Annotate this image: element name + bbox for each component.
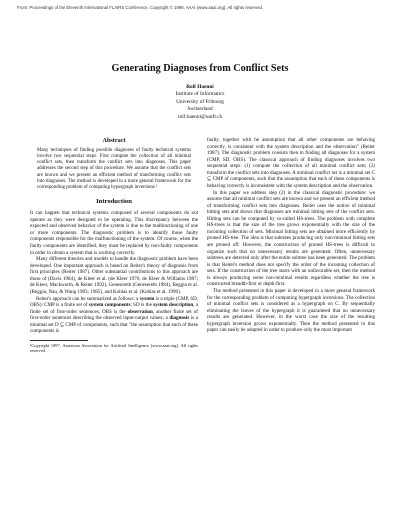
author-affiliation: Switzerland [187, 106, 213, 113]
paragraph: Many different theories and models to handle the diagnostic problem have been developed. One important approach is based on Reiter's theory of diagnosis from first principles (Reiter 1987). Other substantial contributions to this approach are those of (Davis 1984), de Kleer et al. (de Kleer 1976; de Kleer & Williams 1987; de Kleer, Mackworth, & Reiter 1992), Genesereth (Genesereth 1984), Reggia et al. (Reggia, Nau, & Wang 1983; 1985), and Kohlas et al. (Kohlas et al. 1996). [30, 256, 198, 295]
copyright-header: From: Proceedings of the Eleventh International FLAIRS Conference. Copyright © 1998, AAAI (www.aaai.org). All rights reserved. [17, 5, 264, 10]
right-column [207, 137, 375, 334]
footnote: ¹Copyright 1997, American Association for Artificial Intelligence (www.aaai.org). All rights reserved. [30, 342, 198, 354]
paragraph: The method presented in this paper is developed in a more general framework for the corresponding problem of computing hypergraph inversions. The collection of minimal conflict sets is considered as a hypergraph on C. By sequentially eliminating the leaves of the hypergraph it is guaranteed that no unnecessary results are generated. However, in the worst case the size of the resulting hypergraph inversion grows exponentially. Then the method presented in this paper can easily be adapted in order to produce only the most important [207, 287, 375, 334]
author-name: Rolf Haenni [186, 84, 214, 90]
left-column [30, 138, 198, 354]
paper-title: Generating Diagnoses from Conflict Sets [111, 63, 289, 74]
abstract-heading: Abstract [102, 137, 126, 144]
abstract-text: Many techniques of finding possible diagnoses of faulty technical systems involve two sequential steps. First compute the collection of all minimal conflict sets, then transform the conflict sets into diagnoses. This paper addresses the second step of this procedure. We assume that the conflict sets are known and we present an efficient method of transforming conflict sets into diagnoses. The method is developed in a more general framework for the corresponding problem of computing hypergraph inversions.¹ [37, 147, 191, 191]
paragraph: Reiter's approach can be summarized as follows: a system is a triple (CMP, SD, OBS): CMP is a finite set of system components; SD is the system description, a finite set of first-order sentences; OBS is the observation, another finite set of first-order sentences describing the observed input-output values; a diagnosis is a minimal set D ⊆ CMP of components, such that "the assumption that each of these components is [30, 295, 199, 335]
footnote-divider [30, 340, 88, 341]
paragraph: In this paper we address step (2) in the classical diagnostic procedure: we assume that all minimal conflict sets are known and we present an efficient method of transforming conflict sets into diagnoses. Reiter uses the notion of minimal hitting sets and shows that diagnoses are minimal hitting sets of the conflict sets. Hitting sets can be computed by so-called HS-trees. The problem with complete HS-trees is that the size of the tree grows exponentially with the size of the incoming collection of sets. Minimal hitting sets are obtained more efficiently by pruned HS-tree. The idea is that subtrees producing only non-minimal hitting sets are pruned off. However, the construction of pruned HS-trees is difficult to organize such that no unnecessary results are generated. Often, unnecessary subtrees are detected only after the entire subtree has been generated. The problem is that Reiter's method does not specify the order of the incoming collection of sets. If the construction of the tree starts with an unfavorable set, then the method is always producing some non-minimal results regardless whether the tree is constructed breadth-first or depth-first. [207, 189, 375, 288]
paragraph: faulty, together with he assumption that all other components are behaving correctly, is consistent with the system description and the observation" (Reiter 1987). The diagnostic problem consists then in finding all diagnoses for a system (CMP, SD, OBS). The classical approach of finding diagnoses involves two sequential steps: (1) compute the collection of all minimal conflict sets; (2) transform the conflict sets into diagnoses. A minimal conflict set is a minimal set C ⊆ CMP of components, such that the assumption that each of these components is behaving correctly is inconsistent with the system description and the observation. [207, 137, 375, 189]
section-heading: Introduction [96, 197, 132, 205]
author-email: rolf.haenni@unifr.ch [177, 113, 223, 120]
author-affiliation: Institute of Informatics [175, 91, 225, 98]
author-affiliation: University of Fribourg [176, 98, 224, 105]
author-block [0, 84, 400, 121]
paragraph: It can happen that technical systems composed of several components do not operate as they were designed to be operating. This discrepancy between the expected and observed behavior of the system is due to the malfunctioning of one or more components. The diagnostic problem is to identify those faulty components responsible for the malfunctioning of the system. Of course, when the faulty components are identified, they must be replaced by non-faulty components in order to obtain a system that is working correctly. [30, 210, 198, 256]
